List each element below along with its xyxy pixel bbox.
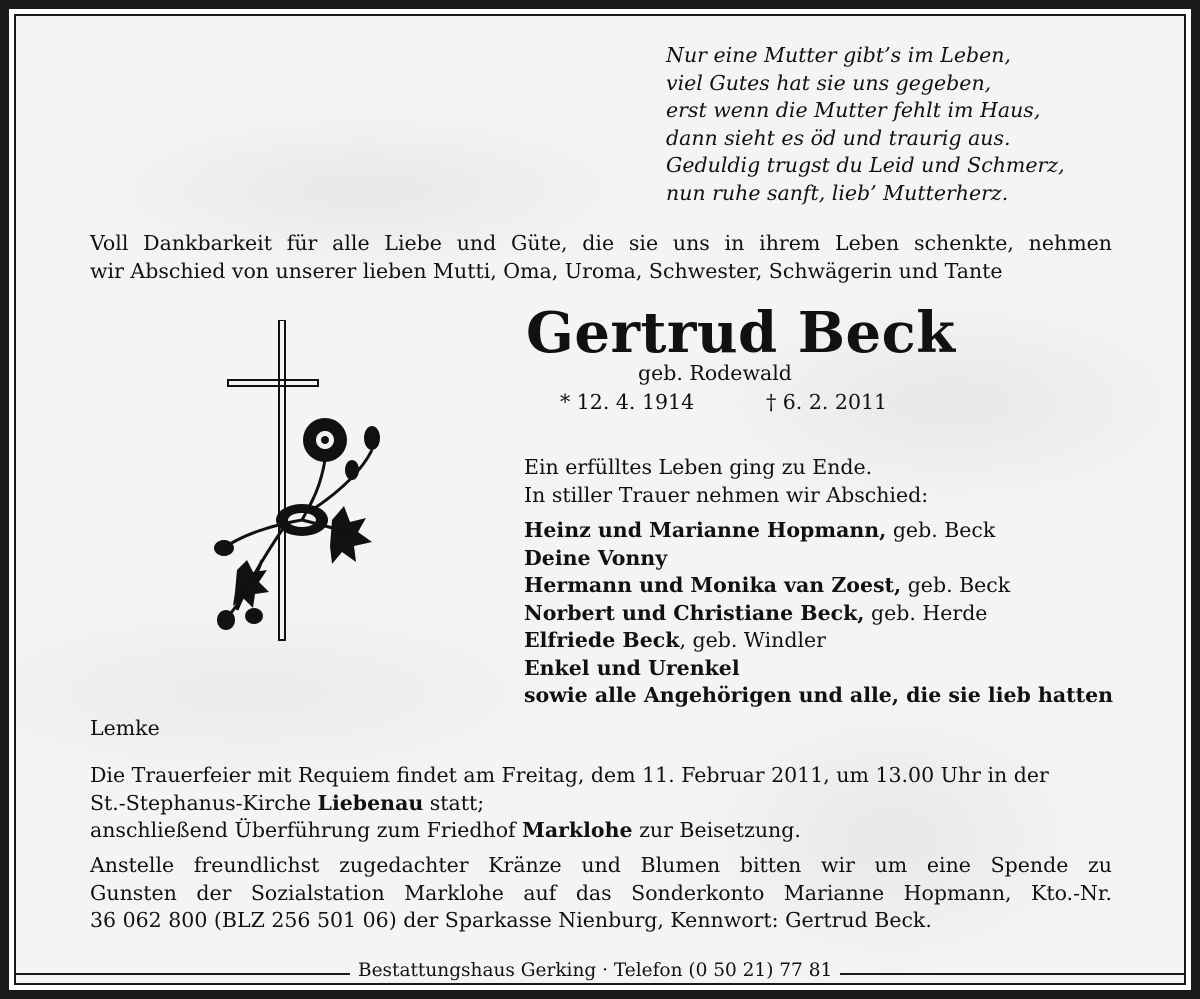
death-date: † 6. 2. 2011 (766, 390, 888, 414)
cross-with-flowers-icon (192, 320, 392, 650)
service-text: zur Beisetzung. (632, 818, 801, 842)
mourning-verse (524, 454, 928, 509)
poem-line: erst wenn die Mutter fehlt im Haus, (666, 98, 1041, 122)
intro-text (90, 230, 1112, 285)
service-line (90, 790, 1049, 818)
mourner-name: Heinz und Marianne Hopmann, (524, 518, 887, 542)
poem-line: dann sieht es öd und traurig aus. (666, 125, 1011, 150)
mourner-name: Elfriede Beck (524, 628, 680, 652)
cemetery-location: Marklohe (522, 818, 633, 842)
obituary-notice (14, 14, 1186, 985)
mourner-entry (524, 682, 1113, 710)
service-line (90, 817, 1049, 845)
service-info (90, 762, 1049, 845)
mourner-note: geb. Herde (864, 600, 988, 625)
mourner-entry (524, 517, 1113, 545)
mourner-name: Norbert und Christiane Beck, (524, 600, 865, 625)
mourner-name: Hermann und Monika van Zoest, (524, 573, 902, 597)
mourner-entry (524, 545, 1113, 573)
mourner-note: geb. Beck (901, 573, 1011, 597)
service-text: anschließend Überführung zum Friedhof (90, 818, 523, 842)
poem-line: nun ruhe sanft, lieb’ Mutterherz. (666, 180, 1009, 205)
mourner-name: Deine Vonny (524, 545, 668, 570)
verse-line: In stiller Trauer nehmen wir Abschied: (524, 482, 929, 507)
funeral-home-footer: Bestattungshaus Gerking · Telefon (0 50 21) 77 81 (350, 960, 840, 981)
poem-line: Geduldig trugst du Leid und Schmerz, (666, 153, 1065, 177)
birth-date: * 12. 4. 1914 (560, 390, 695, 414)
place-name: Lemke (90, 716, 160, 740)
poem-line: viel Gutes hat sie uns gegeben, (666, 70, 992, 95)
deceased-name: Gertrud Beck (526, 300, 956, 366)
intro-line: wir Abschied von unserer lieben Mutti, Oma, Uroma, Schwester, Schwägerin und Tante (90, 258, 1003, 283)
life-dates (560, 390, 890, 414)
mourner-entry (524, 572, 1113, 600)
poem (666, 42, 1065, 207)
mourner-entry (524, 655, 1113, 683)
service-text: statt; (423, 790, 485, 815)
maiden-name: geb. Rodewald (638, 361, 792, 385)
mourner-note: geb. Beck (886, 518, 996, 542)
intro-line: Voll Dankbarkeit für alle Liebe und Güte, die sie uns in ihrem Leben schenkte, nehmen (90, 231, 1112, 255)
poem-line: Nur eine Mutter gibt’s im Leben, (666, 43, 1011, 67)
donation-line: Anstelle freundlichst zugedachter Kränze und Blumen bitten wir um eine Spende zu (90, 853, 1112, 877)
donation-line: 36 062 800 (BLZ 256 501 06) der Sparkasse Nienburg, Kennwort: Gertrud Beck. (90, 908, 932, 932)
mourner-name: Enkel und Urenkel (524, 655, 740, 680)
mourner-note: , geb. Windler (679, 628, 826, 652)
donation-line: Gunsten der Sozialstation Marklohe auf das Sonderkonto Marianne Hopmann, Kto.-Nr. (90, 880, 1112, 905)
donation-info (90, 852, 1112, 935)
verse-line: Ein erfülltes Leben ging zu Ende. (524, 455, 873, 479)
service-line: Die Trauerfeier mit Requiem findet am Freitag, dem 11. Februar 2011, um 13.00 Uhr in der (90, 763, 1049, 787)
mourner-entry (524, 600, 1113, 628)
church-location: Liebenau (317, 790, 424, 815)
mourners-list (524, 517, 1113, 710)
mourner-name: sowie alle Angehörigen und alle, die sie lieb hatten (524, 683, 1114, 707)
service-text: St.-Stephanus-Kirche (90, 790, 318, 815)
mourner-entry (524, 627, 1113, 655)
